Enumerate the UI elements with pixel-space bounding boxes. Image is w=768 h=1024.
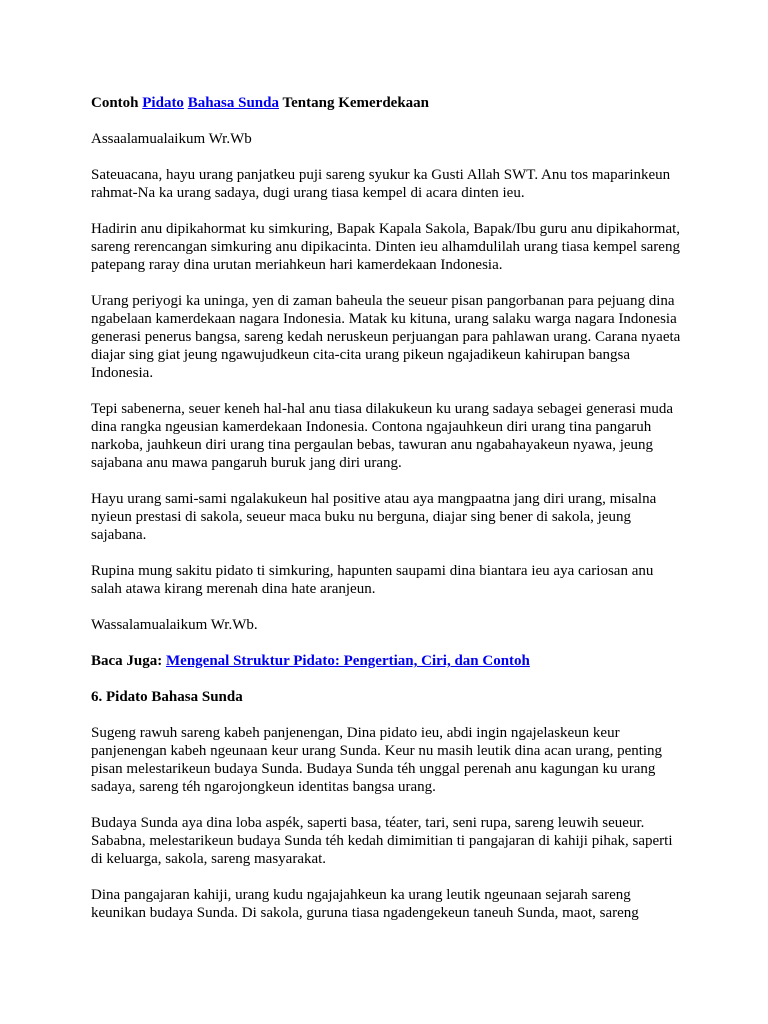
pidato-link[interactable]: Pidato bbox=[142, 95, 184, 111]
section-heading: 6. Pidato Bahasa Sunda bbox=[91, 689, 243, 705]
body-paragraph: Tepi sabenerna, seuer keneh hal-hal anu tiasa dilakukeun ku urang sadaya sebagei generasi muda dina rangka ngeusian kamerdekaan Indonesia. Contona ngajauhkeun diri urang tina pangaruh narkoba, jauhkeun diri urang tina pergaulan bebas, tawuran anu ngabahayakeun nyawa, jeung sajabana anu mawa pangaruh buruk jang diri urang. bbox=[91, 401, 674, 471]
baca-juga-link[interactable]: Mengenal Struktur Pidato: Pengertian, Ciri, dan Contoh bbox=[166, 653, 530, 669]
body-paragraph: Sateuacana, hayu urang panjatkeu puji sareng syukur ka Gusti Allah SWT. Anu tos maparinkeun rahmat-Na ka urang sadaya, dugi urang tiasa kempel di acara dinten ieu. bbox=[91, 167, 671, 201]
greeting-paragraph: Assaalamualaikum Wr.Wb bbox=[91, 131, 252, 147]
body-paragraph: Urang periyogi ka uninga, yen di zaman baheula the seueur pisan pangorbanan para pejuang dina ngabelaan kamerdekaan nagara Indonesia. Matak ku kituna, urang salaku warga nagara Indonesia generasi penerus bangsa, sareng kedah neruskeun perjuangan para pahlawan urang. Carana nyaeta diajar sing giat jeung ngawujudkeun cita-cita urang pikeun ngajadikeun kahirupan bangsa Indonesia. bbox=[91, 293, 681, 381]
document-page bbox=[91, 94, 681, 940]
baca-juga-label: Baca Juga: bbox=[91, 653, 163, 669]
body-paragraph: Hadirin anu dipikahormat ku simkuring, Bapak Kapala Sakola, Bapak/Ibu guru anu dipikahormat, sareng rerencangan simkuring anu dipikacinta. Dinten ieu alhamdulilah urang tiasa kempel sareng patepang raray dina urutan meriahkeun hari kamerdekaan Indonesia. bbox=[91, 221, 681, 273]
body-paragraph: Sugeng rawuh sareng kabeh panjenengan, Dina pidato ieu, abdi ingin ngajelaskeun keur panjenengan kabeh ngeunaan keur urang Sunda. Keur nu masih leutik dina acan urang, penting pisan melestarikeun budaya Sunda. Budaya Sunda téh unggal perenah anu kagungan ku urang sadaya, sareng téh ngarojongkeun identitas bangsa urang. bbox=[91, 725, 663, 795]
body-paragraph: Budaya Sunda aya dina loba aspék, saperti basa, téater, tari, seni rupa, sareng leuwih seueur. Sababna, melestarikeun budaya Sunda téh kedah dimimitian ti pangajaran di kahiji pihak, saperti di keluarga, sakola, sareng masyarakat. bbox=[91, 815, 673, 867]
body-paragraph: Dina pangajaran kahiji, urang kudu ngajajahkeun ka urang leutik ngeunaan sejarah sareng keunikan budaya Sunda. Di sakola, guruna tiasa ngadengekeun taneuh Sunda, maot, sareng bbox=[91, 887, 639, 921]
body-paragraph: Rupina mung sakitu pidato ti simkuring, hapunten saupami dina biantara ieu aya cariosan anu salah atawa kirang merenah dina hate aranjeun. bbox=[91, 563, 654, 597]
page-title: Contoh Pidato Bahasa Sunda Tentang Kemerdekaan bbox=[91, 95, 430, 111]
closing-paragraph: Wassalamualaikum Wr.Wb. bbox=[91, 617, 258, 633]
bahasa-sunda-link[interactable]: Bahasa Sunda bbox=[187, 95, 279, 111]
baca-juga bbox=[91, 652, 681, 670]
body-paragraph: Hayu urang sami-sami ngalakukeun hal positive atau aya mangpaatna jang diri urang, misalna nyieun prestasi di sakola, seueur maca buku nu berguna, diajar sing bener di sakola, jeung sajabana. bbox=[91, 491, 657, 543]
